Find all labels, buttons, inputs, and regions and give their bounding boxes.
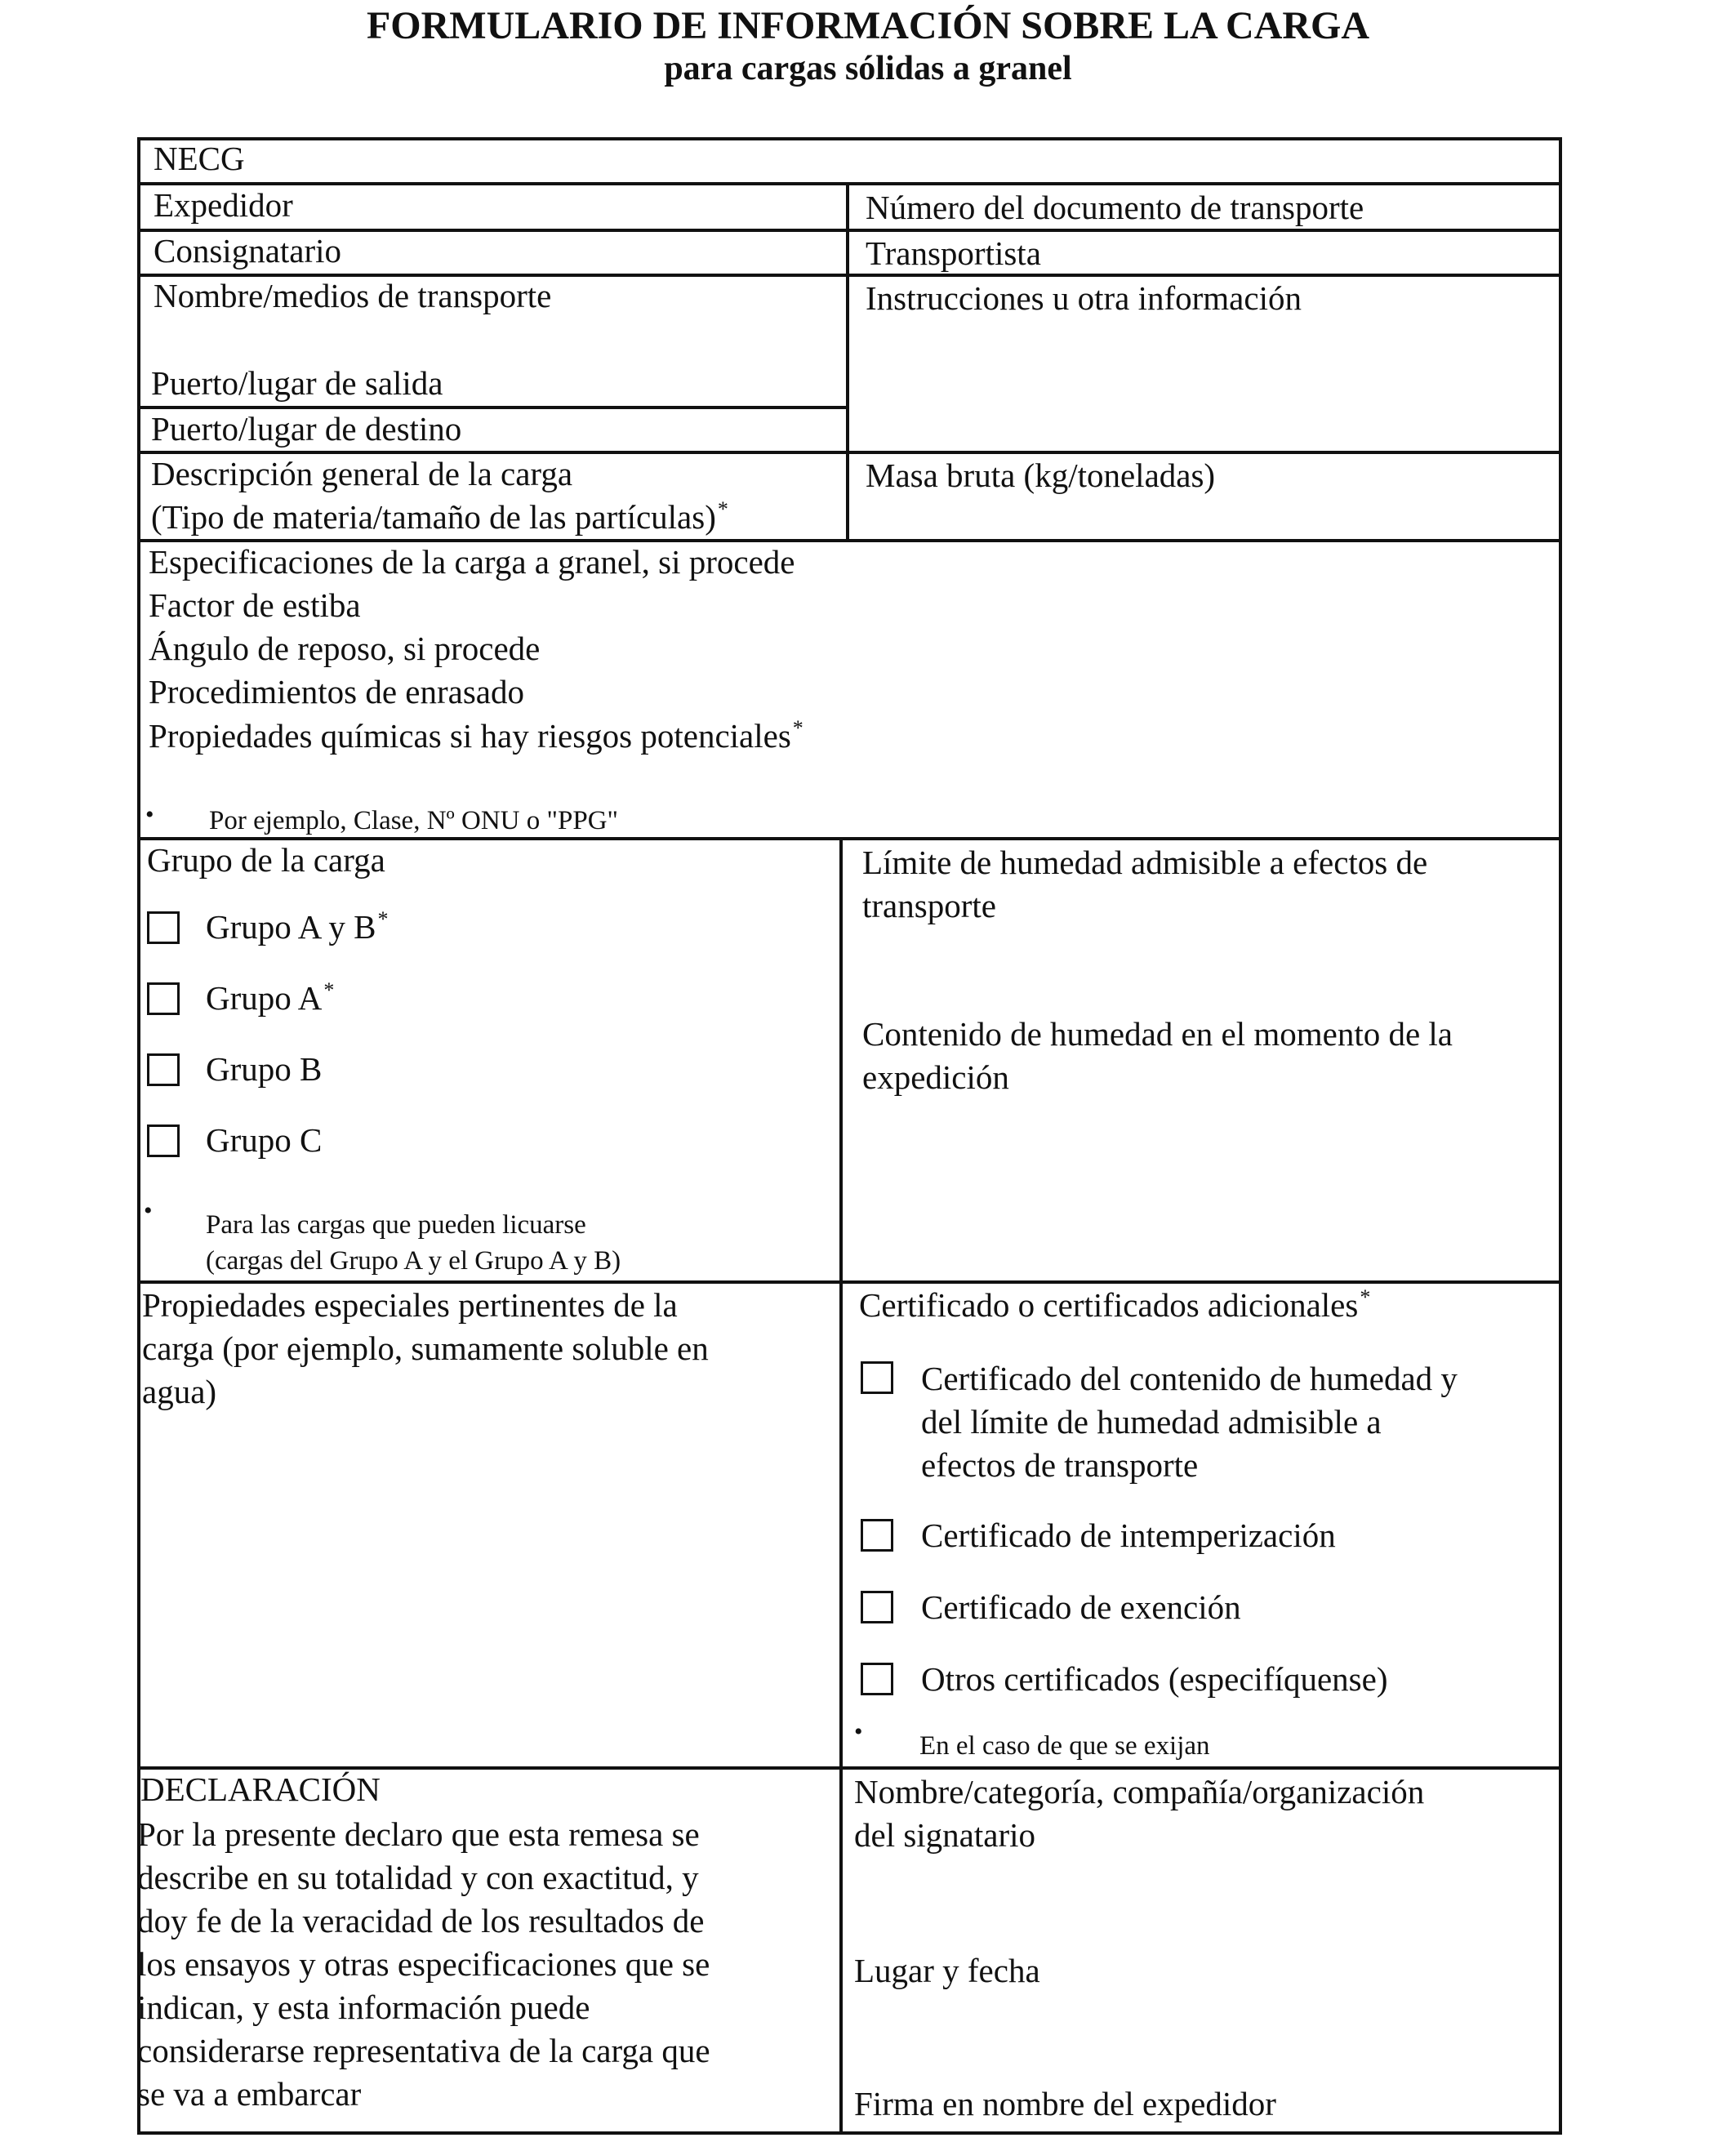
especificaciones-footnote: Por ejemplo, Clase, Nº ONU o "PPG" <box>209 806 618 835</box>
certificados-title: Certificado o certificados adicionales* <box>859 1285 1371 1324</box>
puerto-salida-label: Puerto/lugar de salida <box>151 364 443 402</box>
propiedades-especiales-line3: agua) <box>142 1373 217 1410</box>
form-title: FORMULARIO DE INFORMACIÓN SOBRE LA CARGA <box>366 4 1370 47</box>
grupo-c-checkbox[interactable] <box>147 1124 180 1157</box>
form-subtitle: para cargas sólidas a granel <box>664 50 1072 87</box>
declaracion-title: DECLARACIÓN <box>140 1770 381 1808</box>
grupo-carga-title: Grupo de la carga <box>147 841 385 879</box>
grupo-footnote-asterisk: • <box>144 1197 153 1224</box>
grupo-b-label: Grupo B <box>206 1050 323 1088</box>
footnote-asterisk: • <box>145 801 154 828</box>
numero-documento-label: Número del documento de transporte <box>866 189 1364 226</box>
cert-footnote: En el caso de que se exijan <box>919 1731 1210 1761</box>
descripcion-label: Descripción general de la carga <box>151 455 573 492</box>
consignatario-label: Consignatario <box>154 232 342 269</box>
cert-exencion-label: Certificado de exención <box>921 1588 1241 1626</box>
factor-estiba-label: Factor de estiba <box>149 586 361 624</box>
angulo-reposo-label: Ángulo de reposo, si procede <box>149 630 541 667</box>
especificaciones-label: Especificaciones de la carga a granel, si procede <box>149 543 795 581</box>
cert-exencion-checkbox[interactable] <box>861 1591 893 1623</box>
cert-otros-checkbox[interactable] <box>861 1663 893 1695</box>
grupo-footnote-line1: Para las cargas que pueden licuarse <box>206 1210 586 1240</box>
nombre-signatario-label-cont: del signatario <box>854 1816 1036 1854</box>
transportista-label: Transportista <box>866 234 1041 272</box>
procedimientos-enrasado-label: Procedimientos de enrasado <box>149 673 524 710</box>
instrucciones-label: Instrucciones u otra información <box>866 279 1302 317</box>
contenido-humedad-label: Contenido de humedad en el momento de la <box>862 1015 1453 1053</box>
cert-otros-label: Otros certificados (especifíquense) <box>921 1660 1388 1698</box>
necg-label: NECG <box>154 140 245 177</box>
limite-humedad-label: Límite de humedad admisible a efectos de <box>862 844 1428 881</box>
propiedades-especiales-line1: Propiedades especiales pertinentes de la <box>142 1286 678 1324</box>
cert-intemperizacion-label: Certificado de intemperización <box>921 1516 1336 1554</box>
puerto-destino-label: Puerto/lugar de destino <box>151 410 462 448</box>
declaracion-text: Por la presente declaro que esta remesa se describe en su totalidad y con exactitud, y doy fe de la veracidad de los resultados de los ensayos y otras especificaciones que se indican, y esta información puede considerarse representativa de la carga que se va a embarcar <box>137 1815 710 2113</box>
grupo-b-checkbox[interactable] <box>147 1053 180 1086</box>
cert-footnote-asterisk: • <box>854 1718 863 1745</box>
cert-intemperizacion-checkbox[interactable] <box>861 1519 893 1552</box>
cert-humedad-label: Certificado del contenido de humedad y del límite de humedad admisible a efectos de transporte <box>921 1360 1458 1484</box>
expedidor-label: Expedidor <box>154 186 293 224</box>
grupo-c-label: Grupo C <box>206 1121 323 1159</box>
grupo-ab-label: Grupo A y B* <box>206 907 389 946</box>
firma-label: Firma en nombre del expedidor <box>854 2085 1276 2122</box>
grupo-footnote-line2: (cargas del Grupo A y el Grupo A y B) <box>206 1246 621 1276</box>
nombre-medios-label: Nombre/medios de transporte <box>154 277 552 314</box>
contenido-humedad-label-cont: expedición <box>862 1058 1009 1096</box>
masa-bruta-label: Masa bruta (kg/toneladas) <box>866 456 1216 494</box>
nombre-signatario-label: Nombre/categoría, compañía/organización <box>854 1773 1425 1810</box>
propiedades-quimicas-label: Propiedades químicas si hay riesgos potenciales* <box>149 716 803 755</box>
propiedades-especiales-line2: carga (por ejemplo, sumamente soluble en <box>142 1329 709 1367</box>
lugar-fecha-label: Lugar y fecha <box>854 1952 1040 1989</box>
descripcion-detail: (Tipo de materia/tamaño de las partículas)* <box>151 497 728 536</box>
limite-humedad-label-cont: transporte <box>862 887 996 924</box>
grupo-ab-checkbox[interactable] <box>147 911 180 944</box>
grupo-a-checkbox[interactable] <box>147 982 180 1015</box>
cert-humedad-checkbox[interactable] <box>861 1361 893 1394</box>
grupo-a-label: Grupo A* <box>206 978 335 1017</box>
